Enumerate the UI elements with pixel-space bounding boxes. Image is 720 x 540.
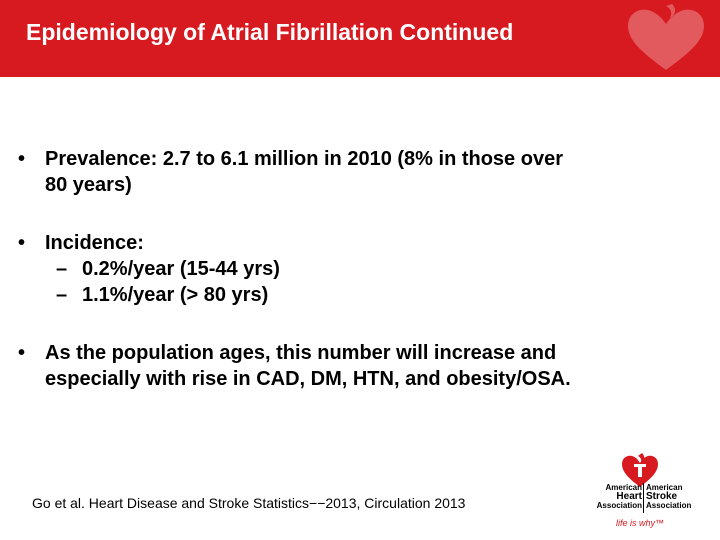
- sub-bullet-marker: –: [56, 258, 68, 280]
- bullet-marker: •: [18, 342, 26, 364]
- logo-tagline: life is why™: [616, 518, 665, 528]
- aha-asa-logo: [578, 452, 710, 532]
- sub-bullet-text: 0.2%/year (15-44 yrs): [82, 258, 280, 280]
- bullet-text: As the population ages, this number will increase and: [45, 342, 557, 364]
- bullet-text: 80 years): [45, 174, 132, 196]
- bullet-prevalence: [18, 146, 708, 198]
- sub-bullet-old: [18, 282, 708, 308]
- slide-body: [18, 146, 708, 392]
- bullet-incidence: [18, 230, 708, 256]
- logo-divider: [643, 483, 644, 513]
- sub-bullet-text: 1.1%/year (> 80 yrs): [82, 284, 269, 306]
- sub-bullet-young: [18, 256, 708, 282]
- heart-torch-watermark-icon: [616, 0, 716, 77]
- sub-bullet-marker: –: [56, 284, 68, 306]
- title-banner: [0, 0, 720, 77]
- slide-title: Epidemiology of Atrial Fibrillation Continued: [26, 19, 514, 45]
- bullet-text: especially with rise in CAD, DM, HTN, and obesity/OSA.: [45, 368, 571, 390]
- bullet-marker: •: [18, 148, 26, 170]
- bullet-marker: •: [18, 232, 26, 254]
- aha-wordmark: American Heart Association: [596, 483, 642, 510]
- bullet-text: Incidence:: [45, 232, 144, 254]
- asa-wordmark: American Stroke Association: [646, 483, 692, 510]
- bullet-population: [18, 340, 708, 392]
- bullet-text: Prevalence: 2.7 to 6.1 million in 2010 (8% in those over: [45, 148, 563, 170]
- citation: Go et al. Heart Disease and Stroke Statistics−−2013, Circulation 2013: [32, 495, 466, 511]
